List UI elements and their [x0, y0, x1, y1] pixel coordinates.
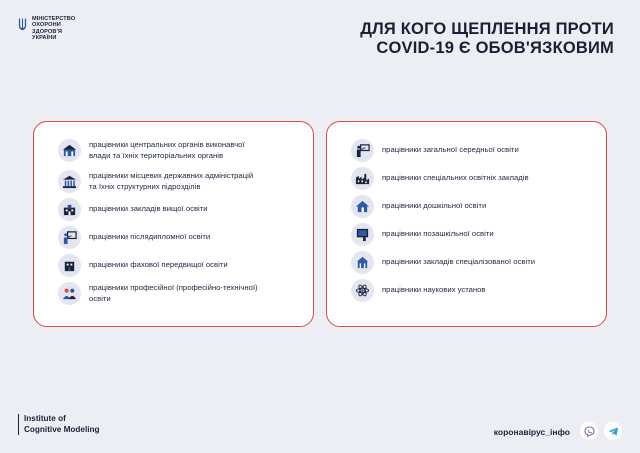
item-label: працівники наукових установ — [382, 285, 486, 295]
item-label: працівники закладів спеціалізованої освіти — [382, 257, 536, 267]
item-label: працівники позашкільної освіти — [382, 229, 494, 239]
item-label: працівники післядипломної освіти — [89, 232, 211, 242]
hashtag[interactable]: коронавірус_інфо — [493, 427, 570, 437]
students-icon — [58, 282, 81, 305]
teacher-icon — [351, 139, 374, 162]
item-label: працівники загальної середньої освіти — [382, 145, 519, 155]
page-title: ДЛЯ КОГО ЩЕПЛЕННЯ ПРОТИ COVID-19 Є ОБОВ'ЯЗКОВИМ — [360, 20, 614, 57]
left-card — [33, 121, 314, 327]
item-label: працівники фахової передвищої освіти — [89, 260, 228, 270]
school-building-icon — [58, 254, 81, 277]
list-item — [351, 223, 494, 246]
list-item — [351, 195, 486, 218]
item-label: працівники закладів вищої освіти — [89, 204, 208, 214]
institution-icon — [351, 251, 374, 274]
viber-icon[interactable] — [580, 422, 598, 440]
list-item — [58, 198, 208, 221]
item-label: працівники дошкільної освіти — [382, 201, 487, 211]
list-item — [58, 170, 253, 193]
home-icon — [351, 195, 374, 218]
list-item — [351, 167, 529, 190]
list-item — [58, 282, 258, 305]
ministry-name: МІНІСТЕРСТВО ОХОРОНИ ЗДОРОВ'Я УКРАЇНИ — [32, 16, 76, 41]
institute-brand: Institute of Cognitive Modeling — [18, 414, 100, 435]
ministry-logo — [18, 16, 75, 41]
item-label: працівники спеціальних освітніх закладів — [382, 173, 529, 183]
item-label: працівники професійної (професійно-технічної) освіти — [89, 283, 258, 303]
columns-building-icon — [58, 170, 81, 193]
list-item — [351, 139, 519, 162]
list-item — [58, 139, 245, 162]
list-item — [351, 251, 535, 274]
atom-icon — [351, 279, 374, 302]
right-card — [326, 121, 607, 327]
item-label: працівники центральних органів виконавчої влади та їхніх територіальних органів — [89, 140, 245, 160]
telegram-icon[interactable] — [604, 422, 622, 440]
university-icon — [58, 198, 81, 221]
list-item — [351, 279, 486, 302]
factory-icon — [351, 167, 374, 190]
government-building-icon — [58, 139, 81, 162]
presentation-icon — [351, 223, 374, 246]
item-label: працівники місцевих державних адміністрацій та їхніх структурних підрозділів — [89, 171, 254, 191]
teacher-board-icon — [58, 226, 81, 249]
list-item — [58, 226, 210, 249]
list-item — [58, 254, 228, 277]
trident-icon — [18, 16, 27, 32]
